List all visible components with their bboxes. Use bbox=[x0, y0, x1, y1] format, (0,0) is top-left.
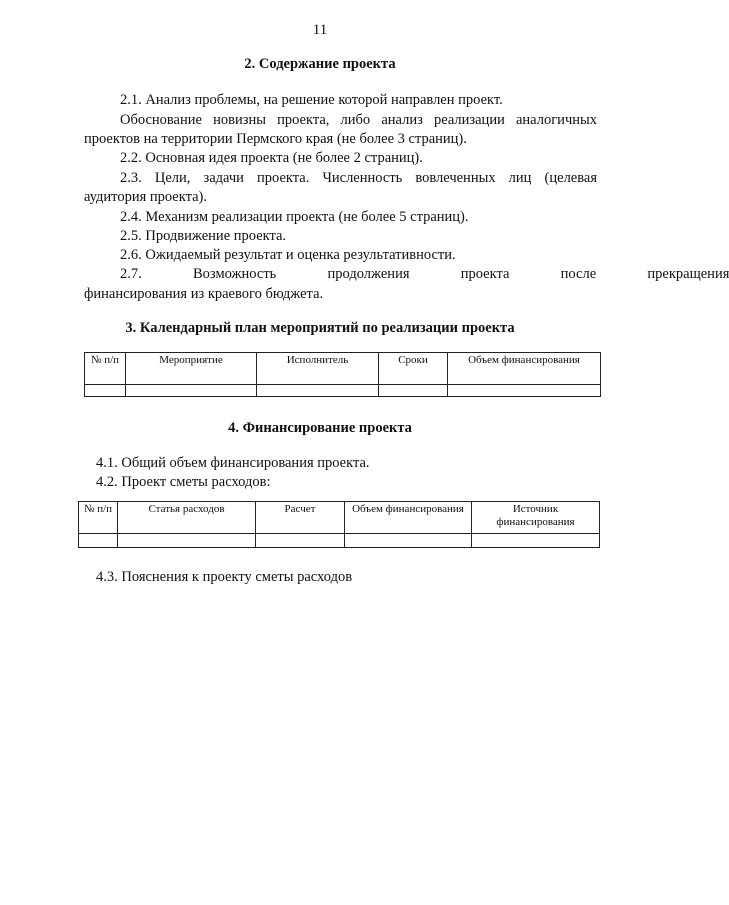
header-cell-number: № п/п bbox=[85, 353, 126, 385]
table-cell bbox=[79, 534, 118, 548]
table-cell bbox=[379, 385, 448, 397]
section-4-title: 4. Финансирование проекта bbox=[228, 420, 412, 436]
item-2-2: 2.2. Основная идея проекта (не более 2 страниц). bbox=[120, 150, 423, 166]
header-cell-event: Мероприятие bbox=[126, 353, 257, 385]
table-cell bbox=[472, 534, 600, 548]
page-number: 11 bbox=[312, 22, 328, 38]
table-cell bbox=[256, 534, 345, 548]
item-4-3: 4.3. Пояснения к проекту сметы расходов bbox=[96, 569, 353, 585]
table-row bbox=[79, 534, 600, 548]
header-cell-funding-amount: Объем финансирования bbox=[345, 502, 472, 534]
item-4-2: 4.2. Проект сметы расходов: bbox=[96, 474, 271, 490]
table-cell bbox=[118, 534, 256, 548]
table-header-row bbox=[85, 353, 601, 385]
header-cell-funding-source: Источник финансирования bbox=[472, 502, 600, 534]
section-3-title: 3. Календарный план мероприятий по реализации проекта bbox=[125, 320, 515, 336]
header-cell-expense-item: Статья расходов bbox=[118, 502, 256, 534]
item-2-7: 2.7. Возможность продолжения проекта после прекращения bbox=[120, 266, 729, 282]
item-2-3: 2.3. Цели, задачи проекта. Численность вовлеченных лиц (целевая bbox=[120, 170, 597, 186]
table-header-row bbox=[79, 502, 600, 534]
item-4-1: 4.1. Общий объем финансирования проекта. bbox=[96, 455, 370, 471]
header-cell-funding: Объем финансирования bbox=[448, 353, 601, 385]
table-cell bbox=[345, 534, 472, 548]
item-2-5: 2.5. Продвижение проекта. bbox=[120, 228, 287, 244]
table-cell bbox=[85, 385, 126, 397]
header-cell-executor: Исполнитель bbox=[257, 353, 379, 385]
table-cell bbox=[126, 385, 257, 397]
header-cell-calculation: Расчет bbox=[256, 502, 345, 534]
table-row bbox=[85, 385, 601, 397]
item-2-6: 2.6. Ожидаемый результат и оценка результативности. bbox=[120, 247, 456, 263]
item-2-3-line2: аудитория проекта). bbox=[84, 189, 208, 205]
table-cell bbox=[257, 385, 379, 397]
table-cell bbox=[448, 385, 601, 397]
item-2-1-line3: проектов на территории Пермского края (не более 3 страниц). bbox=[84, 131, 467, 147]
header-cell-number: № п/п bbox=[79, 502, 118, 534]
item-2-7-line2: финансирования из краевого бюджета. bbox=[84, 286, 324, 302]
item-2-1-line2: Обоснование новизны проекта, либо анализ реализации аналогичных bbox=[120, 112, 597, 128]
item-2-1: 2.1. Анализ проблемы, на решение которой направлен проект. bbox=[120, 92, 503, 108]
item-2-4: 2.4. Механизм реализации проекта (не более 5 страниц). bbox=[120, 209, 469, 225]
header-cell-dates: Сроки bbox=[379, 353, 448, 385]
budget-table bbox=[78, 501, 600, 548]
section-2-title: 2. Содержание проекта bbox=[244, 56, 396, 72]
calendar-plan-table bbox=[84, 352, 601, 397]
